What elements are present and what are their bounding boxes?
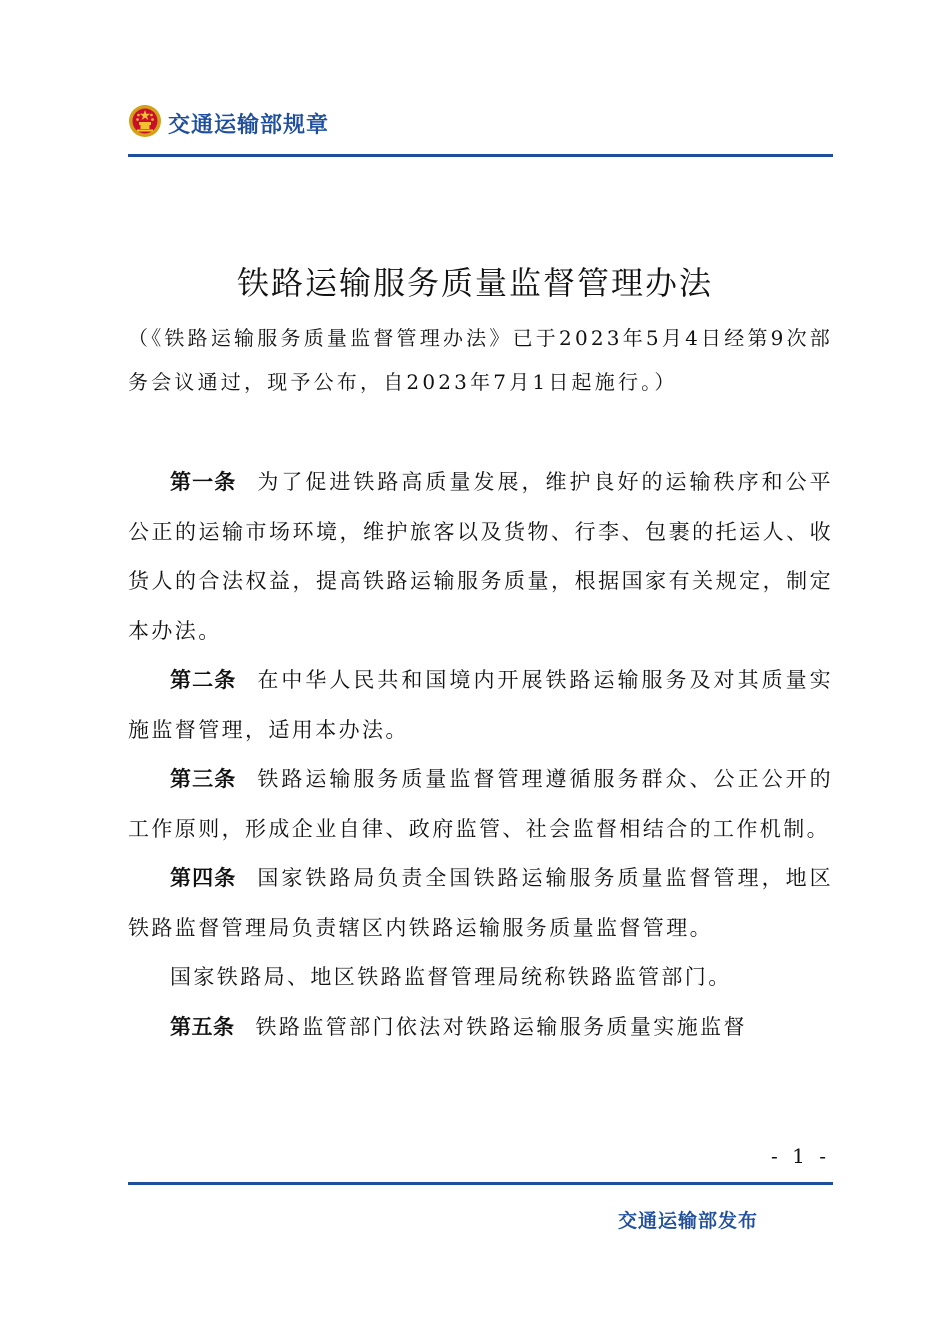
footer-publisher: 交通运输部发布 — [618, 1210, 759, 1232]
header-title: 交通运输部规章 — [168, 113, 330, 138]
article-4 — [128, 854, 833, 953]
article-text: 铁路运输服务质量监督管理遵循服务群众、公正公开的工作原则，形成企业自律、政府监管、社会监督相结合的工作机制。 — [128, 767, 833, 841]
article-2 — [128, 656, 833, 755]
document-body — [128, 458, 833, 1052]
article-number: 第一条 — [170, 470, 237, 494]
article-number: 第三条 — [170, 767, 237, 791]
article-text: 在中华人民共和国境内开展铁路运输服务及对其质量实施监督管理，适用本办法。 — [128, 668, 833, 742]
footer-divider — [128, 1182, 833, 1185]
article-text: 为了促进铁路高质量发展，维护良好的运输秩序和公平公正的运输市场环境，维护旅客以及货物、行李、包裹的托运人、收货人的合法权益，提高铁路运输服务质量，根据国家有关规定，制定本办法。 — [128, 470, 833, 643]
article-5 — [128, 1003, 833, 1053]
document-title: 铁路运输服务质量监督管理办法 — [236, 264, 713, 302]
page-number: - 1 - — [771, 1144, 830, 1168]
article-text: 国家铁路局、地区铁路监督管理局统称铁路监管部门。 — [170, 965, 732, 989]
document-subtitle: （《铁路运输服务质量监督管理办法》已于2023年5月4日经第9次部务会议通过，现予公布，自2023年7月1日起施行。） — [128, 326, 833, 394]
article-3 — [128, 755, 833, 854]
article-number: 第五条 — [170, 1014, 235, 1039]
article-text: 国家铁路局负责全国铁路运输服务质量监督管理，地区铁路监督管理局负责辖区内铁路运输服务质量监督管理。 — [128, 866, 833, 940]
article-4-continuation — [128, 953, 833, 1003]
article-number: 第二条 — [170, 668, 237, 692]
header-divider — [128, 154, 833, 157]
national-emblem-icon — [128, 104, 162, 138]
article-1 — [128, 458, 833, 656]
page-header — [128, 100, 833, 156]
article-text: 铁路监管部门依法对铁路运输服务质量实施监督 — [255, 1014, 747, 1039]
article-number: 第四条 — [170, 866, 237, 890]
